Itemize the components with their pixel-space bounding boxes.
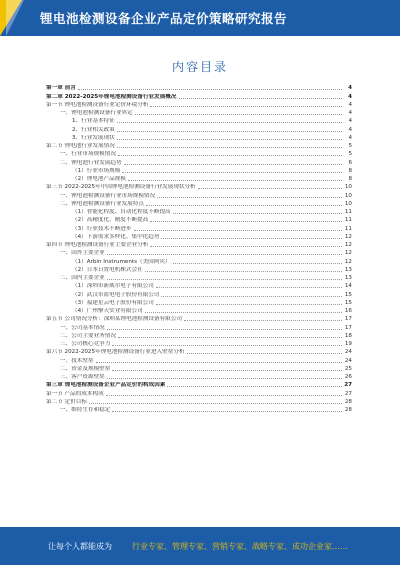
toc-entry-label: 第一节 产品的成本构成 xyxy=(46,390,104,397)
toc-leader-dots xyxy=(156,286,342,288)
toc-leader-dots xyxy=(122,171,342,173)
toc-entry-page: 11 xyxy=(344,225,352,232)
toc-entry-label: 第四节 锂电池检测设备行业主要企业分析 xyxy=(46,242,149,248)
toc-entry-label: 二、锂电池行业发展趋势 xyxy=(60,159,122,166)
toc-entry-page: 10 xyxy=(344,192,352,199)
toc-leader-dots xyxy=(124,163,342,165)
toc-entry-page: 13 xyxy=(344,275,352,281)
toc-entry-label: 二、资金及规模壁垒 xyxy=(60,365,111,372)
toc-leader-dots xyxy=(107,377,342,379)
toc-leader-dots xyxy=(167,385,342,387)
toc-entry[interactable] xyxy=(46,249,352,257)
toc-leader-dots xyxy=(96,361,342,363)
toc-entry-page: 4 xyxy=(348,110,352,116)
toc-entry-label: 三、公司核心竞争力 xyxy=(60,341,111,347)
toc-entry-label: （4）下游需求多样化、集中化趋势 xyxy=(72,233,160,240)
toc-leader-dots xyxy=(107,328,342,330)
toc-entry-label: 2、行业相关政策 xyxy=(72,126,115,133)
toc-leader-dots xyxy=(112,344,342,346)
toc-entry-label: 第五节 公司情况分析：深圳某锂电池检测设备有限公司 xyxy=(46,316,183,323)
toc-entry[interactable] xyxy=(46,340,352,348)
toc-entry[interactable] xyxy=(46,183,352,191)
toc-entry-page: 11 xyxy=(344,217,352,224)
toc-leader-dots xyxy=(146,204,342,206)
toc-entry-label: 第三章 锂电池检测设备企业产品定价的构成因素 xyxy=(46,382,166,389)
toc-leader-dots xyxy=(150,105,342,107)
toc-entry-page: 12 xyxy=(344,242,352,248)
toc-entry[interactable] xyxy=(46,307,352,315)
toc-entry-label: （2）锂电池产品规模 xyxy=(72,176,126,182)
toc-entry-label: 第三节 2022-2025年中国锂电池检测设备行业发展现状分析 xyxy=(46,184,196,191)
toc-entry[interactable] xyxy=(46,356,352,364)
toc-entry-page: 4 xyxy=(348,134,352,141)
toc-entry-page: 16 xyxy=(344,308,352,314)
footer-services: 行业专家、管理专家、营销专家、战略专家、成功企业家…… xyxy=(132,542,348,551)
toc-entry-label: 一、行业市场规模情况 xyxy=(60,151,116,158)
toc-leader-dots xyxy=(112,410,342,412)
toc-leader-dots xyxy=(173,262,342,264)
toc-entry[interactable] xyxy=(46,290,352,298)
toc-entry-label: 一、技术壁垒 xyxy=(60,357,94,364)
toc-entry-page: 12 xyxy=(344,258,352,265)
toc-entry[interactable] xyxy=(46,266,352,274)
toc-leader-dots xyxy=(173,212,342,214)
toc-leader-dots xyxy=(184,319,342,321)
toc-leader-dots xyxy=(135,113,342,115)
toc-entry-label: 第一节 锂电池检测设备行业定价环境分析 xyxy=(46,101,149,108)
toc-entry-label: 第二节 定价目标 xyxy=(46,398,87,405)
toc-entry-page: 27 xyxy=(344,390,352,397)
footer-slogan: 让每个人都能成为 xyxy=(48,542,112,551)
toc-leader-dots xyxy=(107,253,342,255)
toc-leader-dots xyxy=(106,394,342,396)
toc-entry[interactable] xyxy=(46,257,352,265)
toc-entry[interactable] xyxy=(46,299,352,307)
toc-entry-page: 15 xyxy=(344,299,352,306)
toc-entry-page: 4 xyxy=(348,101,352,108)
toc-entry[interactable] xyxy=(46,224,352,232)
toc-entry[interactable] xyxy=(46,117,352,125)
toc-entry[interactable] xyxy=(46,389,352,397)
toc-leader-dots xyxy=(107,278,342,280)
toc-entry[interactable] xyxy=(46,282,352,290)
toc-entry-label: 一、维持生存和稳定 xyxy=(60,407,111,413)
toc-entry[interactable] xyxy=(46,175,352,183)
footer-banner xyxy=(0,527,400,565)
toc-entry[interactable] xyxy=(46,92,352,100)
toc-entry-page: 11 xyxy=(344,209,352,215)
toc-heading: 内容目录 xyxy=(171,60,228,74)
toc-entry-label: 一、锂电池检测设备行业界定 xyxy=(60,110,133,116)
toc-entry[interactable] xyxy=(46,241,352,249)
toc-entry-page: 4 xyxy=(348,93,352,100)
toc-entry-label: （1）深圳市新威尔电子有限公司 xyxy=(72,283,154,290)
toc-leader-dots xyxy=(161,295,342,297)
toc-leader-dots xyxy=(117,138,342,140)
toc-entry-page: 17 xyxy=(344,316,352,323)
toc-entry-page: 4 xyxy=(348,126,352,133)
toc-leader-dots xyxy=(198,187,342,189)
toc-entry-label: （2）日本日置电机株式会社 xyxy=(72,266,143,273)
toc-leader-dots xyxy=(150,245,342,247)
toc-entry[interactable] xyxy=(46,274,352,282)
toc-entry-label: 二、国内主要企业 xyxy=(60,275,105,281)
toc-entry-page: 28 xyxy=(344,398,352,405)
toc-entry-page: 24 xyxy=(344,349,352,356)
toc-entry-label: （3）行业技术不断进步 xyxy=(72,225,132,232)
toc-entry-label: 第二节 锂电池行业发展情况 xyxy=(46,143,115,149)
toc-entry[interactable] xyxy=(46,381,352,389)
toc-entry-label: （4）广州擎天实业有限公司 xyxy=(72,308,143,314)
toc-entry-label: 二、公司主要业务情况 xyxy=(60,332,116,339)
toc-entry-label: （2）武汉市蓝电电子股份有限公司 xyxy=(72,291,160,298)
toc-entry-label: 第二章 2022-2025年锂电池检测设备行业发展概况 xyxy=(46,93,177,100)
toc-entry-page: 28 xyxy=(344,407,352,413)
toc-entry-page: 25 xyxy=(344,365,352,372)
toc-entry[interactable] xyxy=(46,191,352,199)
toc-entry-label: （3）福建星云电子股份有限公司 xyxy=(72,299,154,306)
toc-entry[interactable] xyxy=(46,315,352,323)
toc-entry[interactable] xyxy=(46,208,352,216)
toc-entry-page: 5 xyxy=(348,143,352,149)
toc-entry[interactable] xyxy=(46,158,352,166)
toc-entry-label: 第六节 2022-2025年锂电池检测设备行业进入壁垒分析 xyxy=(46,349,185,356)
toc-entry[interactable] xyxy=(46,150,352,158)
toc-leader-dots xyxy=(157,196,342,198)
toc-entry-page: 10 xyxy=(344,184,352,191)
toc-entry-label: 三、客户资源壁垒 xyxy=(60,374,105,380)
toc-entry-label: （1）行业市场规模 xyxy=(72,167,121,174)
toc-entry[interactable] xyxy=(46,398,352,406)
toc-leader-dots xyxy=(117,130,342,132)
toc-entry[interactable] xyxy=(46,142,352,150)
toc-leader-dots xyxy=(118,154,342,156)
toc-leader-dots xyxy=(187,352,342,354)
toc-entry[interactable] xyxy=(46,348,352,356)
toc-entry-label: （2）高精度化、精度不断提高 xyxy=(72,217,149,224)
toc-leader-dots xyxy=(134,229,343,231)
table-of-contents xyxy=(46,84,352,414)
header-accent-stripe-light xyxy=(6,0,24,36)
toc-entry[interactable] xyxy=(46,125,352,133)
toc-entry[interactable] xyxy=(46,406,352,414)
toc-entry[interactable] xyxy=(46,373,352,381)
toc-entry-page: 24 xyxy=(344,357,352,364)
toc-entry[interactable] xyxy=(46,332,352,340)
toc-leader-dots xyxy=(89,402,342,404)
toc-entry[interactable] xyxy=(46,365,352,373)
toc-entry-page: 13 xyxy=(344,266,352,273)
toc-entry[interactable] xyxy=(46,323,352,331)
toc-entry-label: 3、行业发展现状 xyxy=(72,134,115,141)
toc-entry-page: 4 xyxy=(348,118,352,125)
toc-entry-page: 15 xyxy=(344,291,352,298)
toc-entry-label: 一、锂电池检测设备行业市场规模情况 xyxy=(60,192,156,199)
toc-leader-dots xyxy=(118,336,342,338)
report-title: 锂电池检测设备企业产品定价策略研究报告 xyxy=(40,11,288,26)
toc-leader-dots xyxy=(150,220,342,222)
toc-entry-label: （1）智能化程度、自动化程度不断提高 xyxy=(72,209,171,215)
toc-leader-dots xyxy=(117,146,342,148)
toc-entry[interactable] xyxy=(46,216,352,224)
toc-leader-dots xyxy=(128,179,342,181)
toc-entry-page: 14 xyxy=(344,283,352,290)
toc-entry-page: 5 xyxy=(348,151,352,158)
toc-leader-dots xyxy=(145,311,342,313)
toc-leader-dots xyxy=(112,369,342,371)
toc-leader-dots xyxy=(156,303,342,305)
toc-entry-page: 12 xyxy=(344,250,352,257)
toc-entry[interactable] xyxy=(46,101,352,109)
toc-entry-label: 1、行业基本特征 xyxy=(72,118,115,125)
toc-entry[interactable] xyxy=(46,167,352,175)
toc-leader-dots xyxy=(179,97,342,99)
toc-entry-page: 19 xyxy=(344,341,352,347)
toc-leader-dots xyxy=(161,237,342,239)
header-banner xyxy=(0,0,400,36)
toc-leader-dots xyxy=(78,88,342,90)
toc-entry[interactable] xyxy=(46,200,352,208)
toc-entry-label: （1）Arbin Instruments（美国阿宾） xyxy=(72,258,171,265)
toc-entry-page: 18 xyxy=(344,332,352,339)
toc-entry-page: 12 xyxy=(344,233,352,240)
toc-entry-label: 一、国外主要企业 xyxy=(60,250,105,257)
toc-entry-label: 第一章 前言 xyxy=(46,85,76,92)
toc-entry-page: 10 xyxy=(344,200,352,207)
toc-entry-page: 27 xyxy=(344,382,352,389)
toc-entry[interactable] xyxy=(46,84,352,92)
toc-entry-page: 6 xyxy=(348,159,352,166)
toc-entry-label: 一、公司基本情况 xyxy=(60,324,105,331)
toc-entry[interactable] xyxy=(46,233,352,241)
toc-entry-page: 8 xyxy=(348,167,352,174)
toc-leader-dots xyxy=(145,270,342,272)
toc-entry-page: 4 xyxy=(348,85,352,92)
toc-entry-page: 26 xyxy=(344,374,352,380)
toc-entry-page: 17 xyxy=(344,324,352,331)
toc-entry[interactable] xyxy=(46,134,352,142)
toc-leader-dots xyxy=(117,121,342,123)
toc-entry-label: 二、锂电池检测设备行业发展特点 xyxy=(60,200,144,207)
toc-entry[interactable] xyxy=(46,109,352,117)
toc-entry-page: 8 xyxy=(348,176,352,182)
